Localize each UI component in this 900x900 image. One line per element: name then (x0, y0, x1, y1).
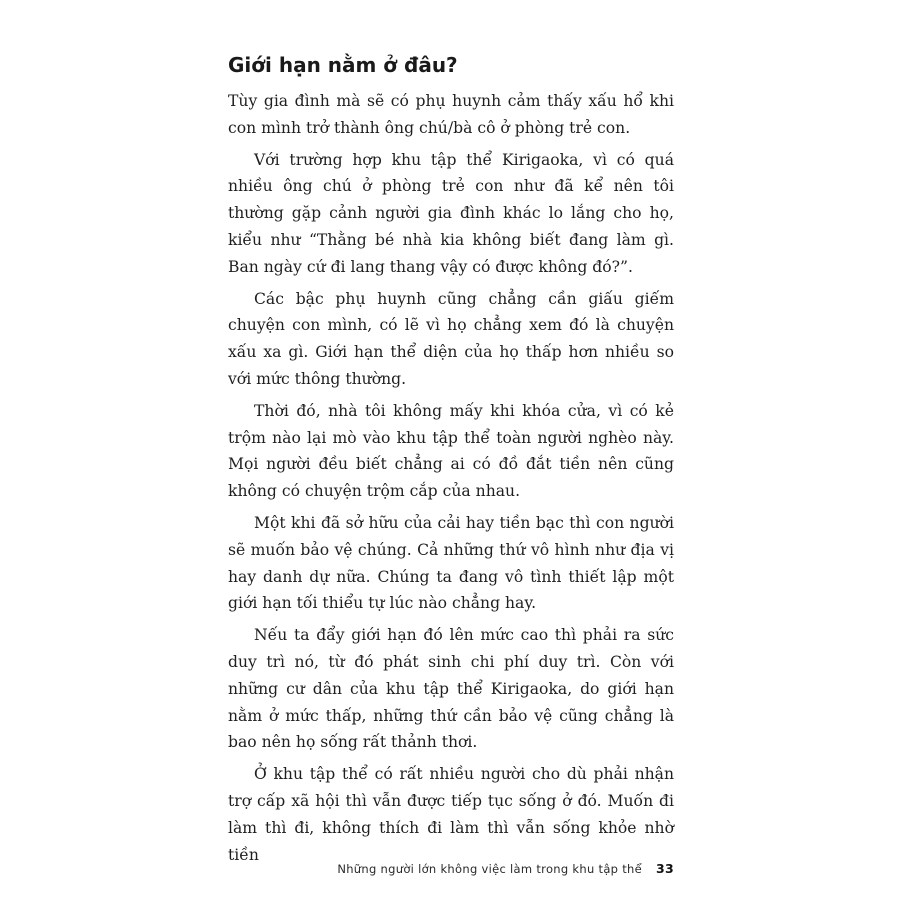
paragraph: Một khi đã sở hữu của cải hay tiền bạc thì con người sẽ muốn bảo vệ chúng. Cả những thứ vô hình như địa vị hay danh dự nữa. Chúng ta đang vô tình thiết lập một giới hạn tối thiểu tự lúc nào chẳng hay. (228, 513, 674, 613)
paragraph: Thời đó, nhà tôi không mấy khi khóa cửa, vì có kẻ trộm nào lại mò vào khu tập thể toàn người nghèo này. Mọi người đều biết chẳng ai có đồ đắt tiền nên cũng không có chuyện trộm cắp của nhau. (228, 401, 674, 501)
page-number: 33 (656, 861, 674, 876)
body-text (228, 88, 674, 873)
paragraph: Các bậc phụ huynh cũng chẳng cần giấu giếm chuyện con mình, có lẽ vì họ chẳng xem đó là chuyện xấu xa gì. Giới hạn thể diện của họ thấp hơn nhiều so với mức thông thường. (228, 289, 674, 388)
section-heading: Giới hạn nằm ở đâu? (228, 53, 458, 77)
paragraph: Với trường hợp khu tập thể Kirigaoka, vì có quá nhiều ông chú ở phòng trẻ con như đã kể nên tôi thường gặp cảnh người gia đình khác lo lắng cho họ, kiểu như “Thằng bé nhà kia không biết đang làm gì. Ban ngày cứ đi lang thang vậy có được không đó?”. (228, 150, 674, 276)
paragraph: Ở khu tập thể có rất nhiều người cho dù phải nhận trợ cấp xã hội thì vẫn được tiếp tục sống ở đó. Muốn đi làm thì đi, không thích đi làm thì vẫn sống khỏe nhờ tiền (228, 765, 674, 864)
paragraph: Tùy gia đình mà sẽ có phụ huynh cảm thấy xấu hổ khi con mình trở thành ông chú/bà cô ở phòng trẻ con. (228, 92, 674, 137)
paragraph: Nếu ta đẩy giới hạn đó lên mức cao thì phải ra sức duy trì nó, từ đó phát sinh chi phí duy trì. Còn với những cư dân của khu tập thể Kirigaoka, do giới hạn nằm ở mức thấp, những thứ cần bảo vệ cũng chẳng là bao nên họ sống rất thảnh thơi. (228, 626, 674, 752)
running-title: Những người lớn không việc làm trong khu tập thể (337, 862, 642, 876)
page-footer (228, 861, 674, 876)
